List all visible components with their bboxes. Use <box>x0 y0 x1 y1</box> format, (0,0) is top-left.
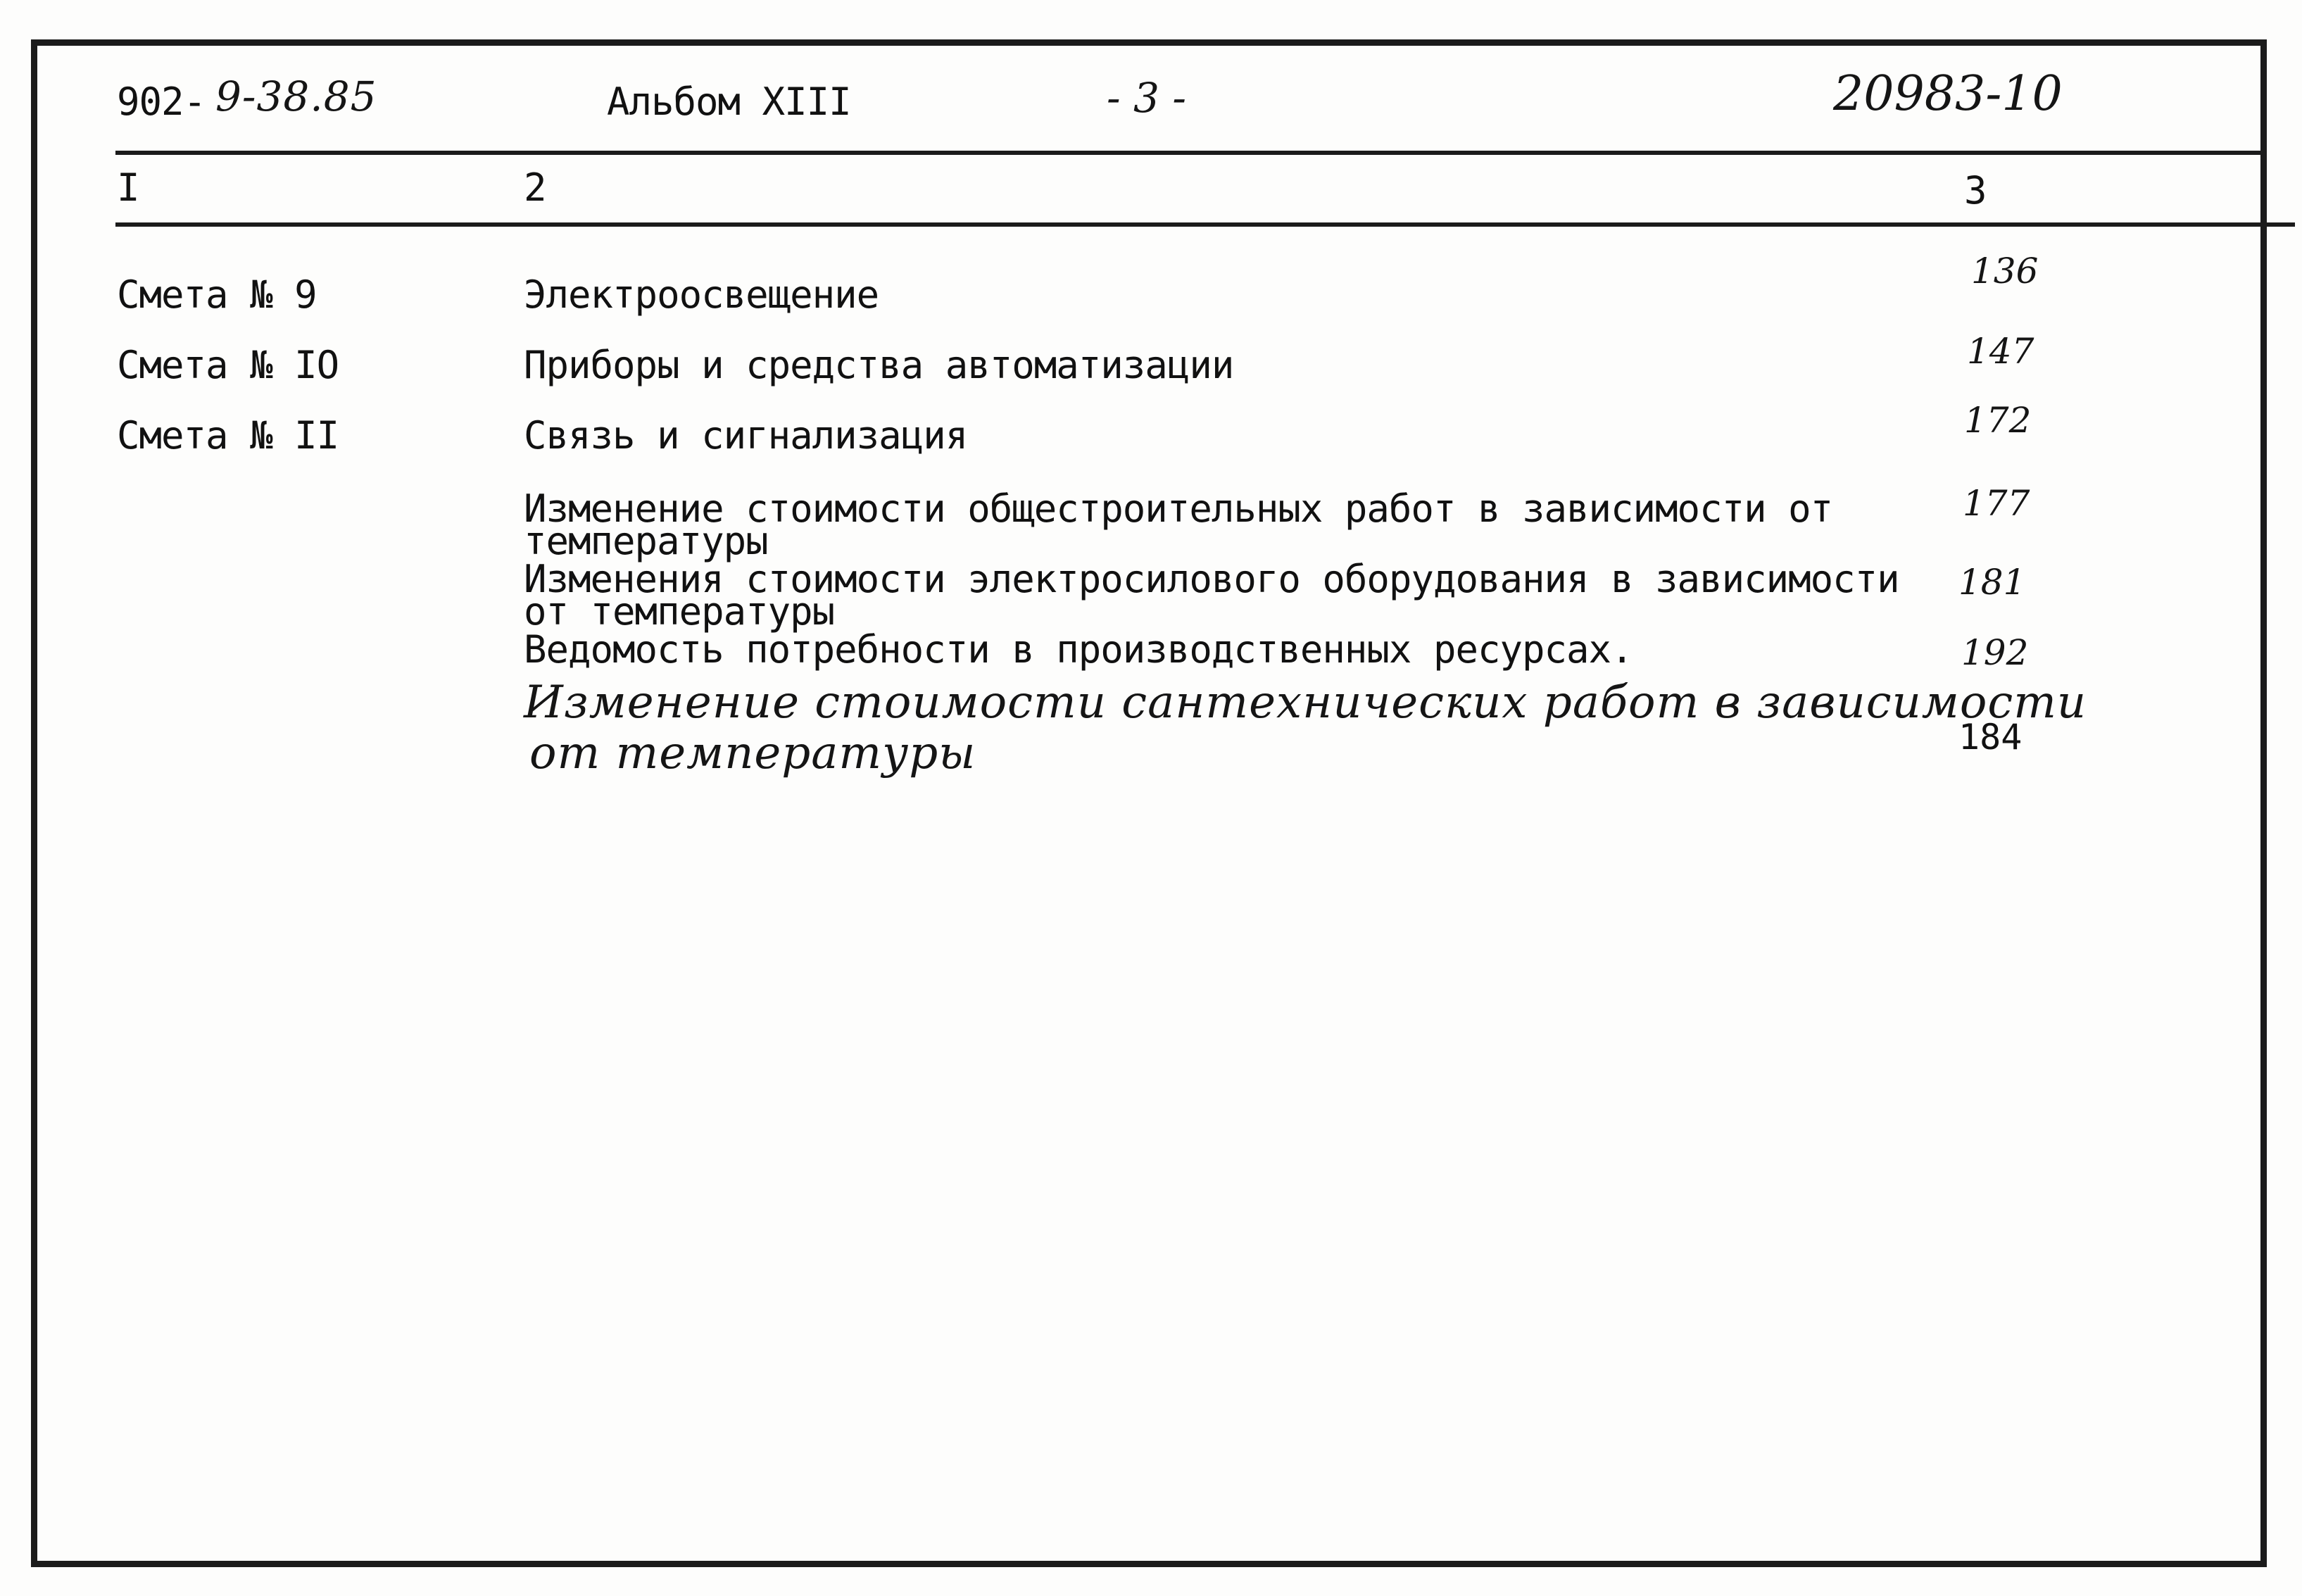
header-bottom-rule <box>115 222 2295 227</box>
row-label: Смета № II <box>117 413 339 458</box>
series-handwritten: 9-38.85 <box>215 73 377 120</box>
row-title-line2: температуры <box>524 519 768 563</box>
document-number: 20983-10 <box>1833 66 2063 122</box>
column-header-2: 2 <box>524 165 546 210</box>
row-page: 192 <box>1961 632 2029 673</box>
series-printed: 902- <box>117 80 206 124</box>
page-frame <box>31 39 2267 1567</box>
page-number: - 3 - <box>1107 74 1186 122</box>
row-page: 172 <box>1964 400 2032 441</box>
row-title-line2-handwritten: от температуры <box>529 727 976 779</box>
row-page: 184 <box>1958 717 2023 758</box>
row-page: 147 <box>1967 331 2034 372</box>
row-label: Смета № 9 <box>117 272 317 317</box>
row-title: Электроосвещение <box>524 272 879 317</box>
row-page: 177 <box>1963 483 2030 524</box>
row-title-line2: от температуры <box>524 589 835 634</box>
column-header-1: I <box>117 165 139 210</box>
row-title: Связь и сигнализация <box>524 413 968 458</box>
header-top-rule <box>115 151 2267 155</box>
row-title-line1: Изменения стоимости электросилового оборудования в зависимости <box>524 557 1899 601</box>
album-title: Альбом XIII <box>607 80 851 124</box>
row-title-line1: Изменение стоимости общестроительных работ в зависимости от <box>524 486 1833 531</box>
row-page: 181 <box>1958 562 2026 603</box>
row-title: Приборы и средства автоматизации <box>524 343 1234 387</box>
row-label: Смета № IO <box>117 343 339 387</box>
row-title: Ведомость потребности в производственных ресурсах. <box>524 627 1633 672</box>
row-title-line1-handwritten: Изменение стоимости сантехнических работ в зависимости <box>524 677 2087 729</box>
column-header-3: 3 <box>1964 168 1987 213</box>
row-page: 136 <box>1971 251 2039 291</box>
